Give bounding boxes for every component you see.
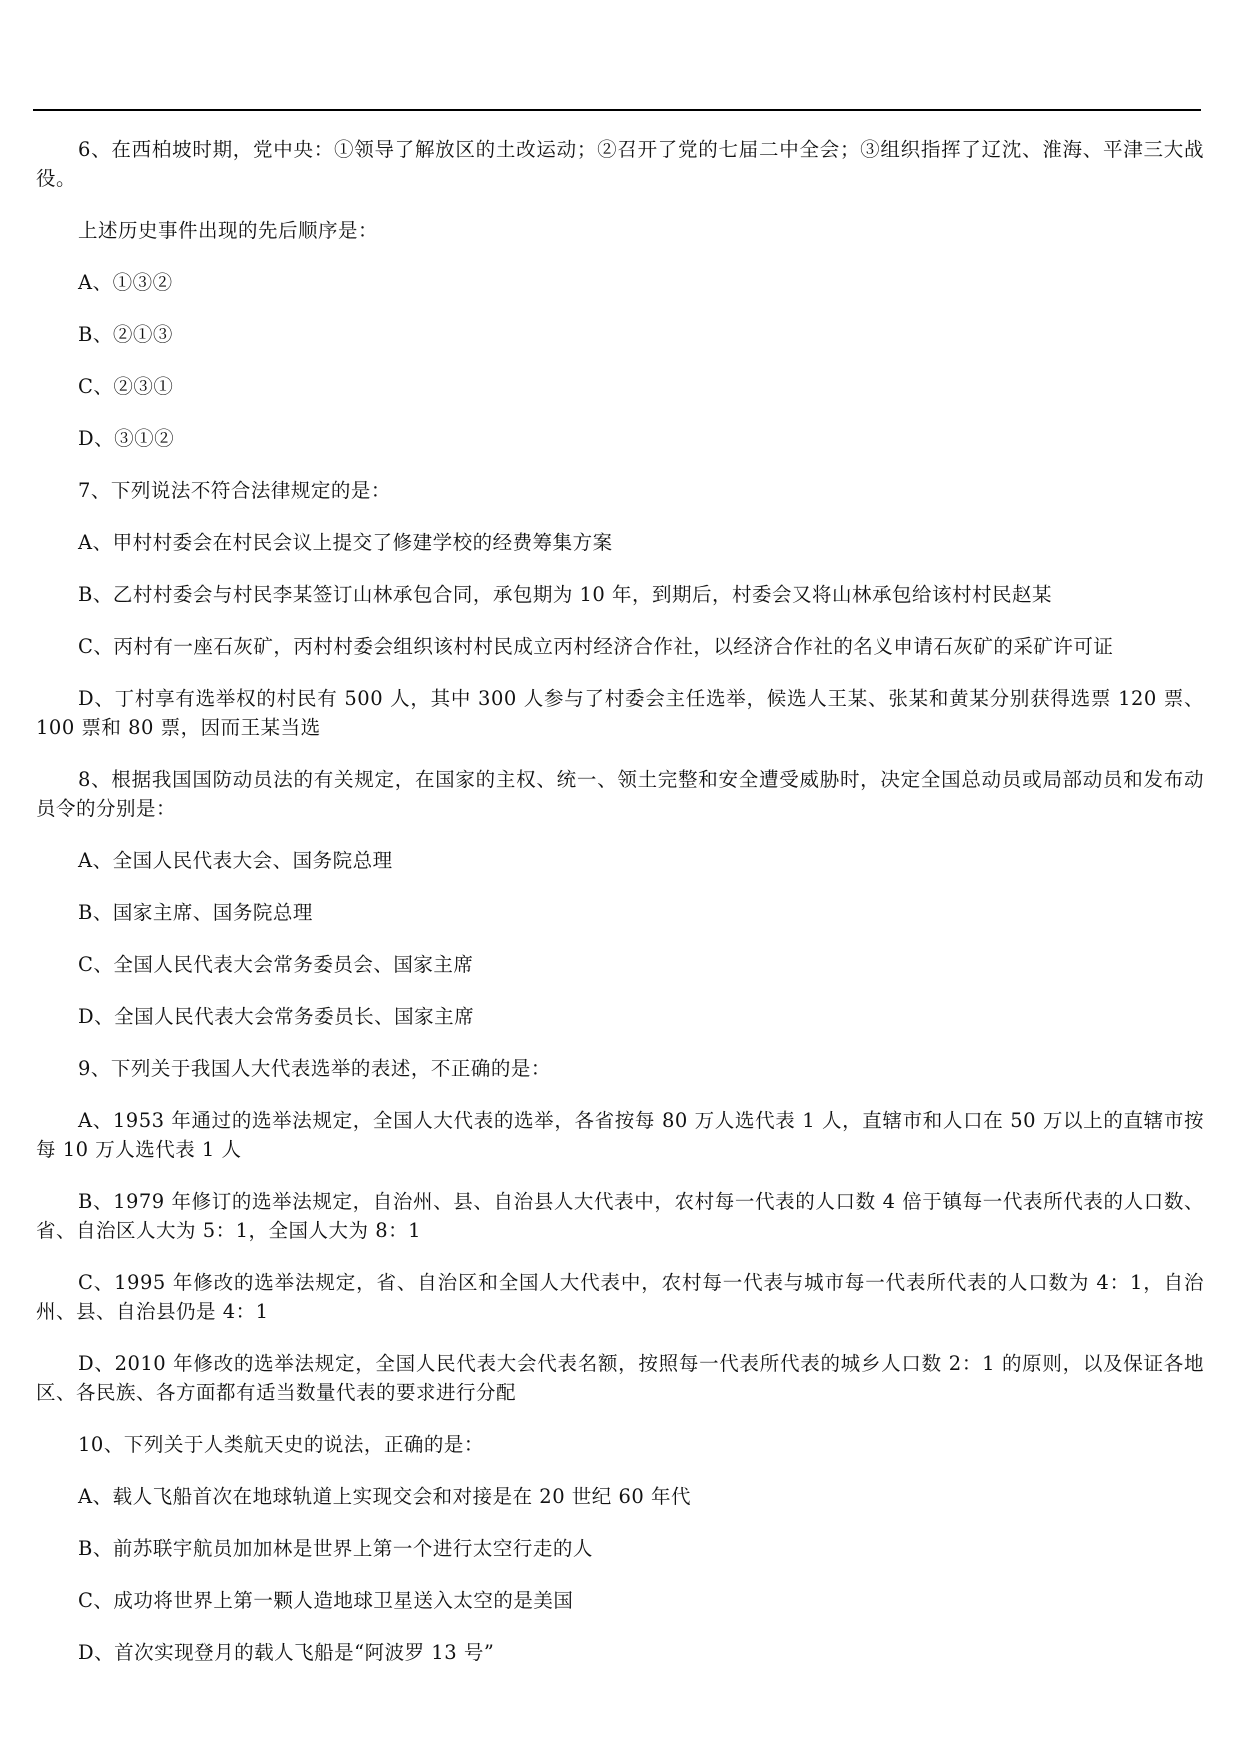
question-9-option-d: D、2010 年修改的选举法规定，全国人民代表大会代表名额，按照每一代表所代表的城乡人口数 2：1 的原则，以及保证各地区、各民族、各方面都有适当数量代表的要求进行分配: [36, 1352, 1204, 1404]
header-rule: [33, 109, 1201, 111]
question-6-option-a: A、①③②: [78, 271, 173, 294]
question-10-option-a: A、载人飞船首次在地球轨道上实现交会和对接是在 20 世纪 60 年代: [78, 1485, 692, 1508]
question-10-stem: 10、下列关于人类航天史的说法，正确的是：: [78, 1433, 484, 1456]
question-9-option-a: A、1953 年通过的选举法规定，全国人大代表的选举，各省按每 80 万人选代表 1 人，直辖市和人口在 50 万以上的直辖市按每 10 万人选代表 1 人: [36, 1109, 1204, 1161]
question-6-option-b: B、②①③: [78, 323, 173, 346]
question-7-option-d: D、丁村享有选举权的村民有 500 人，其中 300 人参与了村委会主任选举，候选人王某、张某和黄某分别获得选票 120 票、100 票和 80 票，因而王某当选: [36, 687, 1204, 739]
question-9-stem: 9、下列关于我国人大代表选举的表述，不正确的是：: [78, 1057, 551, 1080]
question-7-option-b: B、乙村村委会与村民李某签订山林承包合同，承包期为 10 年，到期后，村委会又将山林承包给该村村民赵某: [78, 583, 1053, 606]
question-6-stem-continued: 上述历史事件出现的先后顺序是：: [78, 219, 379, 242]
question-8-option-a: A、全国人民代表大会、国务院总理: [78, 849, 393, 872]
question-6-stem: 6、在西柏坡时期，党中央：①领导了解放区的土改运动；②召开了党的七届二中全会；③组织指挥了辽沈、淮海、平津三大战役。: [36, 138, 1204, 190]
question-7-stem: 7、下列说法不符合法律规定的是：: [78, 479, 391, 502]
question-10-option-b: B、前苏联宇航员加加林是世界上第一个进行太空行走的人: [78, 1537, 593, 1560]
question-list: [36, 135, 1204, 1690]
question-8-stem: 8、根据我国国防动员法的有关规定，在国家的主权、统一、领土完整和安全遭受威胁时，决定全国总动员或局部动员和发布动员令的分别是：: [36, 768, 1204, 820]
question-8-option-c: C、全国人民代表大会常务委员会、国家主席: [78, 953, 474, 976]
question-10-option-c: C、成功将世界上第一颗人造地球卫星送入太空的是美国: [78, 1589, 574, 1612]
question-9-option-c: C、1995 年修改的选举法规定，省、自治区和全国人大代表中，农村每一代表与城市每一代表所代表的人口数为 4：1，自治州、县、自治县仍是 4：1: [36, 1271, 1204, 1323]
question-10-option-d: D、首次实现登月的载人飞船是“阿波罗 13 号”: [78, 1641, 495, 1664]
question-8-option-b: B、国家主席、国务院总理: [78, 901, 313, 924]
question-8-option-d: D、全国人民代表大会常务委员长、国家主席: [78, 1005, 475, 1028]
question-9-option-b: B、1979 年修订的选举法规定，自治州、县、自治县人大代表中，农村每一代表的人口数 4 倍于镇每一代表所代表的人口数、省、自治区人大为 5：1，全国人大为 8：1: [36, 1190, 1204, 1242]
question-6-option-c: C、②③①: [78, 375, 174, 398]
question-7-option-a: A、甲村村委会在村民会议上提交了修建学校的经费筹集方案: [78, 531, 613, 554]
question-7-option-c: C、丙村有一座石灰矿，丙村村委会组织该村村民成立丙村经济合作社，以经济合作社的名义申请石灰矿的采矿许可证: [78, 635, 1114, 658]
question-6-option-d: D、③①②: [78, 427, 175, 450]
